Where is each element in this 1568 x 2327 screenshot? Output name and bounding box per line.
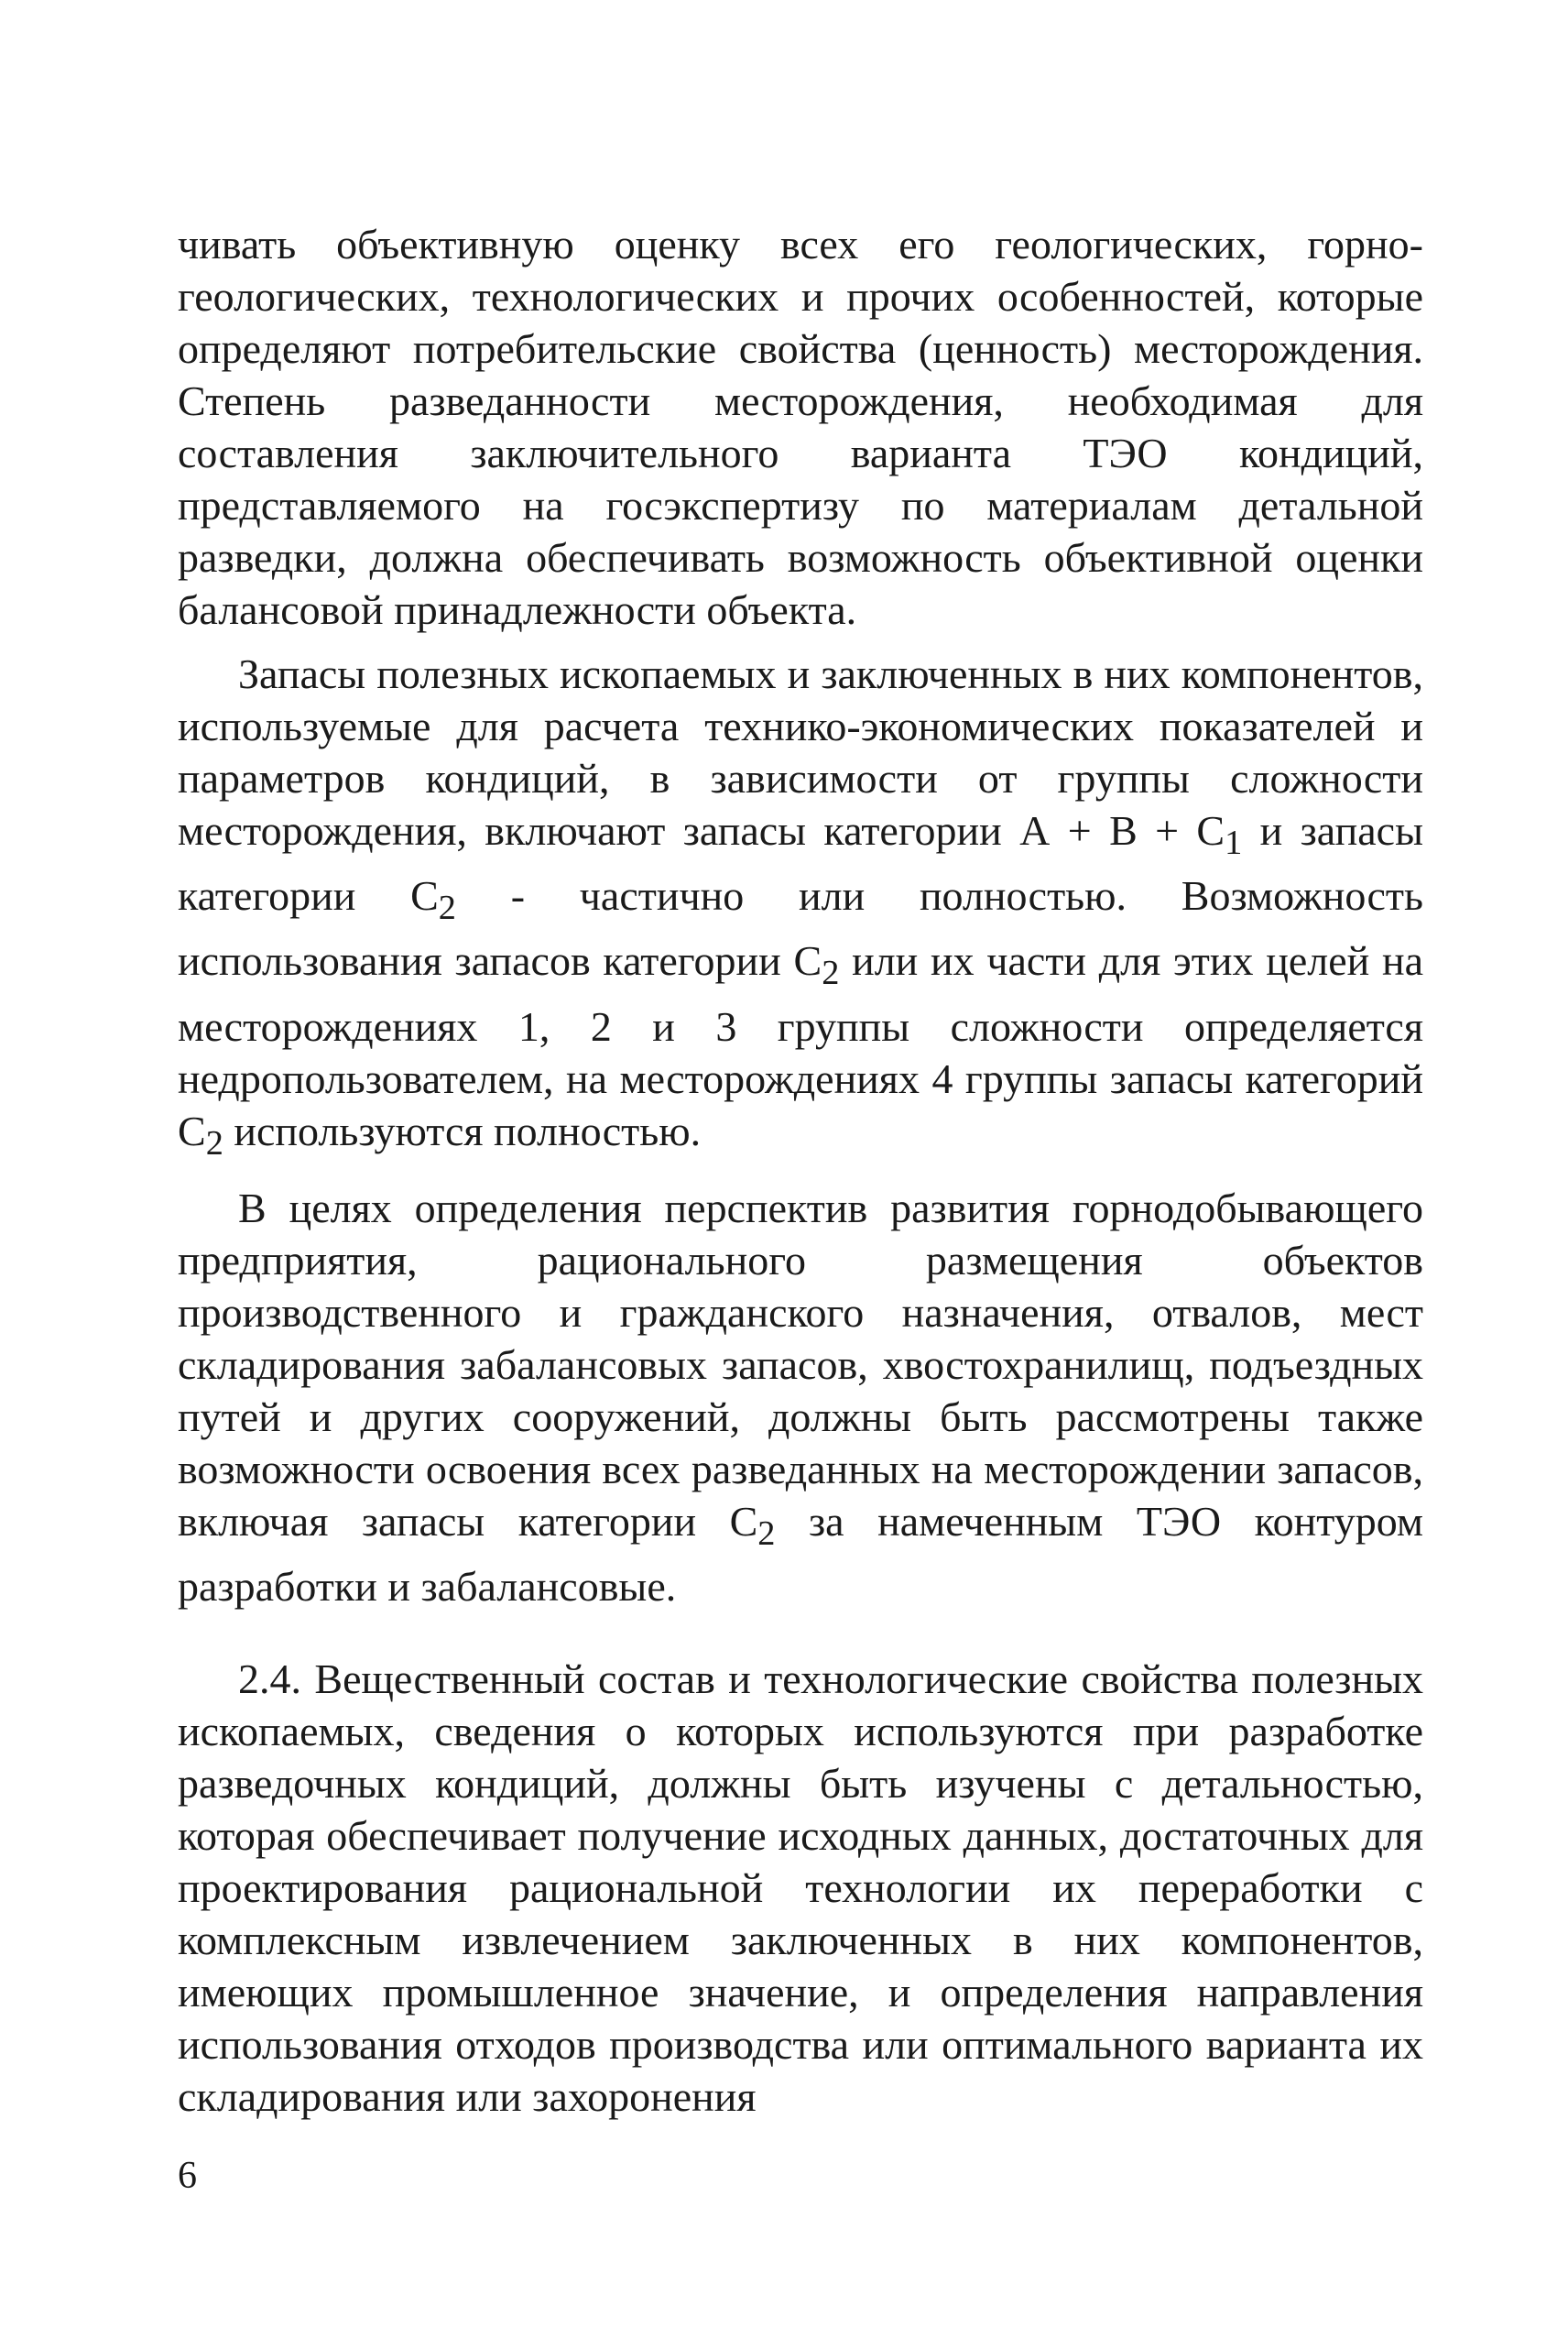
paragraph-text: и запасы категории С bbox=[178, 807, 1423, 920]
paragraph-section-2-4 bbox=[178, 1653, 1423, 2123]
paragraph-text: 2.4. Вещественный состав и технологические свойства полезных ископаемых, сведения о которых используются при разработке разведочных кондиций, должны быть изучены с детальностью, которая обеспечивает получение исходных данных, достаточных для проектирования рациональной технологии их переработки с комплексным извлечением заключенных в них компонентов, имеющих промышленное значение, и определения направления использования отходов производства или оптимального варианта их складирования или захоронения bbox=[178, 1655, 1423, 2120]
paragraph-prospects bbox=[178, 1182, 1423, 1612]
text-column bbox=[178, 218, 1423, 2123]
paragraph-text: или их части для этих целей на месторождениях 1, 2 и 3 группы сложности определяется недропользователем, на месторождениях 4 группы запасы категорий С bbox=[178, 937, 1423, 1154]
paragraph-continuation bbox=[178, 218, 1423, 636]
paragraph-text: за намеченным ТЭО контуром разработки и забалансовые. bbox=[178, 1497, 1423, 1610]
page-number: 6 bbox=[178, 2155, 197, 2197]
paragraph-text: Запасы полезных ископаемых и заключенных в них компонентов, используемые для расчета технико-экономических показателей и параметров кондиций, в зависимости от группы сложности месторождения, включают запасы категории А + В + С bbox=[178, 650, 1423, 854]
subscript-index: 2 bbox=[757, 1513, 776, 1553]
subscript-index: 2 bbox=[822, 954, 840, 993]
paragraph-text: чивать объективную оценку всех его геологических, горно-геологических, технологических и прочих особенностей, которые определяют потребительские свойства (ценность) месторождения. Степень разведанности месторождения, необходимая для составления заключительного варианта ТЭО кондиций, представляемого на госэкспертизу по материалам детальной разведки, должна обеспечивать возможность объективной оценки балансовой принадлежности объекта. bbox=[178, 221, 1423, 633]
paragraph-text: - частично или полностью. Возможность использования запасов категории С bbox=[178, 872, 1423, 985]
paragraph-reserves bbox=[178, 648, 1423, 1170]
subscript-index: 2 bbox=[205, 1123, 223, 1163]
paragraph-text: В целях определения перспектив развития горнодобывающего предприятия, рационального размещения объектов производственного и гражданского назначения, отвалов, мест складирования забалансовых запасов, хвостохранилищ, подъездных путей и других сооружений, должны быть рассмотрены также возможности освоения всех разведанных на месторождении запасов, включая запасы категории С bbox=[178, 1184, 1423, 1545]
subscript-index: 2 bbox=[438, 889, 456, 928]
paragraph-text: используются полностью. bbox=[223, 1107, 702, 1154]
subscript-index: 1 bbox=[1225, 824, 1243, 863]
